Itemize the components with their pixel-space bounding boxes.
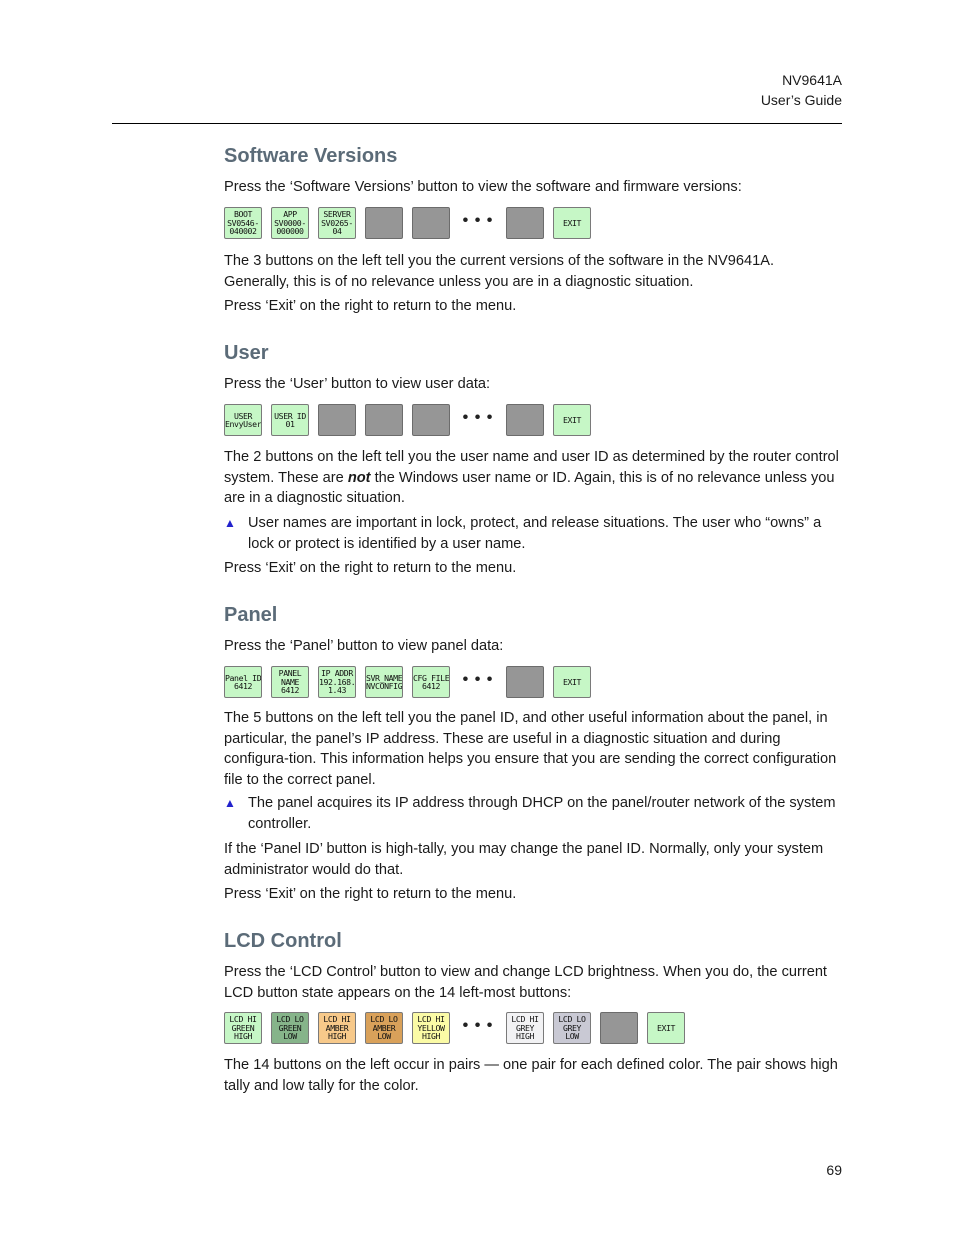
header-rule (112, 123, 842, 124)
lcd-button-row (224, 1012, 694, 1046)
server-version-button[interactable]: SERVER SV0265- 04 (318, 207, 356, 239)
user-id-button[interactable]: USER ID 01 (271, 404, 309, 436)
blank-button[interactable] (318, 404, 356, 436)
lcd-yellow-high-button[interactable]: LCD HI YELLOW HIGH (412, 1012, 450, 1044)
header-guide: User’s Guide (760, 92, 842, 108)
blank-button[interactable] (506, 207, 544, 239)
lcd-green-high-button[interactable]: LCD HI GREEN HIGH (224, 1012, 262, 1044)
panel-body-1: The 5 buttons on the left tell you the panel ID, and other useful information about the panel, in particular, the panel’s IP address. These are useful in a diagnostic situation and during configura-tion. This information helps you ensure that you are sending the correct configuration file to the correct panel. (224, 710, 837, 788)
software-intro: Press the ‘Software Versions’ button to view the software and firmware versions: (224, 179, 742, 195)
page-number: 69 (826, 1162, 842, 1178)
blank-button[interactable] (412, 404, 450, 436)
lcd-grey-low-button[interactable]: LCD LO GREY LOW (553, 1012, 591, 1044)
panel-note: ▲ The panel acquires its IP address through DHCP on the panel/router network of the system controller. (224, 795, 836, 832)
lcd-body-1: The 14 buttons on the left occur in pairs — one pair for each defined color. The pair shows high tally and low tally for the color. (224, 1057, 838, 1094)
heading-panel: Panel (224, 604, 278, 626)
user-intro: Press the ‘User’ button to view user data: (224, 376, 491, 392)
server-name-button[interactable]: SVR_NAME NVCONFIG (365, 666, 403, 698)
blank-button[interactable] (365, 207, 403, 239)
lcd-intro: Press the ‘LCD Control’ button to view and change LCD brightness. When you do, the current LCD button state appears on the 14 left-most buttons: (224, 964, 827, 1001)
exit-button[interactable]: EXIT (647, 1012, 685, 1044)
config-file-button[interactable]: CFG FILE 6412 (412, 666, 450, 698)
user-button-row (224, 404, 644, 438)
user-note: ▲ User names are important in lock, protect, and release situations. The user who “owns” a lock or protect is identified by a user name. (224, 515, 822, 552)
software-button-row (224, 207, 644, 241)
triangle-icon: ▲ (224, 516, 236, 530)
lcd-amber-high-button[interactable]: LCD HI AMBER HIGH (318, 1012, 356, 1044)
ellipsis: • • • (462, 1017, 494, 1034)
panel-intro: Press the ‘Panel’ button to view panel data: (224, 638, 504, 654)
panel-id-button[interactable]: Panel ID 6412 (224, 666, 262, 698)
exit-button[interactable]: EXIT (553, 666, 591, 698)
lcd-amber-low-button[interactable]: LCD LO AMBER LOW (365, 1012, 403, 1044)
blank-button[interactable] (365, 404, 403, 436)
software-body-1: The 3 buttons on the left tell you the current versions of the software in the NV9641A. Generally, this is of no relevance unless you are in a diagnostic situation. (224, 253, 775, 290)
blank-button[interactable] (506, 404, 544, 436)
ellipsis: • • • (462, 212, 494, 229)
lcd-grey-high-button[interactable]: LCD HI GREY HIGH (506, 1012, 544, 1044)
panel-body-2: If the ‘Panel ID’ button is high-tally, you may change the panel ID. Normally, only your system administrator would do that. (224, 841, 824, 878)
user-body-2: Press ‘Exit’ on the right to return to the menu. (224, 560, 517, 576)
heading-user: User (224, 342, 269, 364)
blank-button[interactable] (600, 1012, 638, 1044)
blank-button[interactable] (506, 666, 544, 698)
app-version-button[interactable]: APP SV0000- 000000 (271, 207, 309, 239)
ip-address-button[interactable]: IP ADDR 192.168. 1.43 (318, 666, 356, 698)
user-body-1: The 2 buttons on the left tell you the user name and user ID as determined by the router control system. These are not the Windows user name or ID. Again, this is of no relevance unless you are in a diagnostic situation. (224, 449, 839, 506)
running-header (761, 70, 842, 110)
panel-name-button[interactable]: PANEL NAME 6412 (271, 666, 309, 698)
lcd-green-low-button[interactable]: LCD LO GREEN LOW (271, 1012, 309, 1044)
ellipsis: • • • (462, 671, 494, 688)
exit-button[interactable]: EXIT (553, 207, 591, 239)
software-body-2: Press ‘Exit’ on the right to return to the menu. (224, 298, 517, 314)
header-product: NV9641A (782, 72, 842, 88)
boot-version-button[interactable]: BOOT SV0546- 040002 (224, 207, 262, 239)
blank-button[interactable] (412, 207, 450, 239)
exit-button[interactable]: EXIT (553, 404, 591, 436)
triangle-icon: ▲ (224, 796, 236, 810)
heading-lcd-control: LCD Control (224, 930, 342, 952)
ellipsis: • • • (462, 409, 494, 426)
panel-body-3: Press ‘Exit’ on the right to return to the menu. (224, 886, 517, 902)
heading-software-versions: Software Versions (224, 145, 398, 167)
user-name-button[interactable]: USER EnvyUser (224, 404, 262, 436)
panel-button-row (224, 666, 644, 700)
